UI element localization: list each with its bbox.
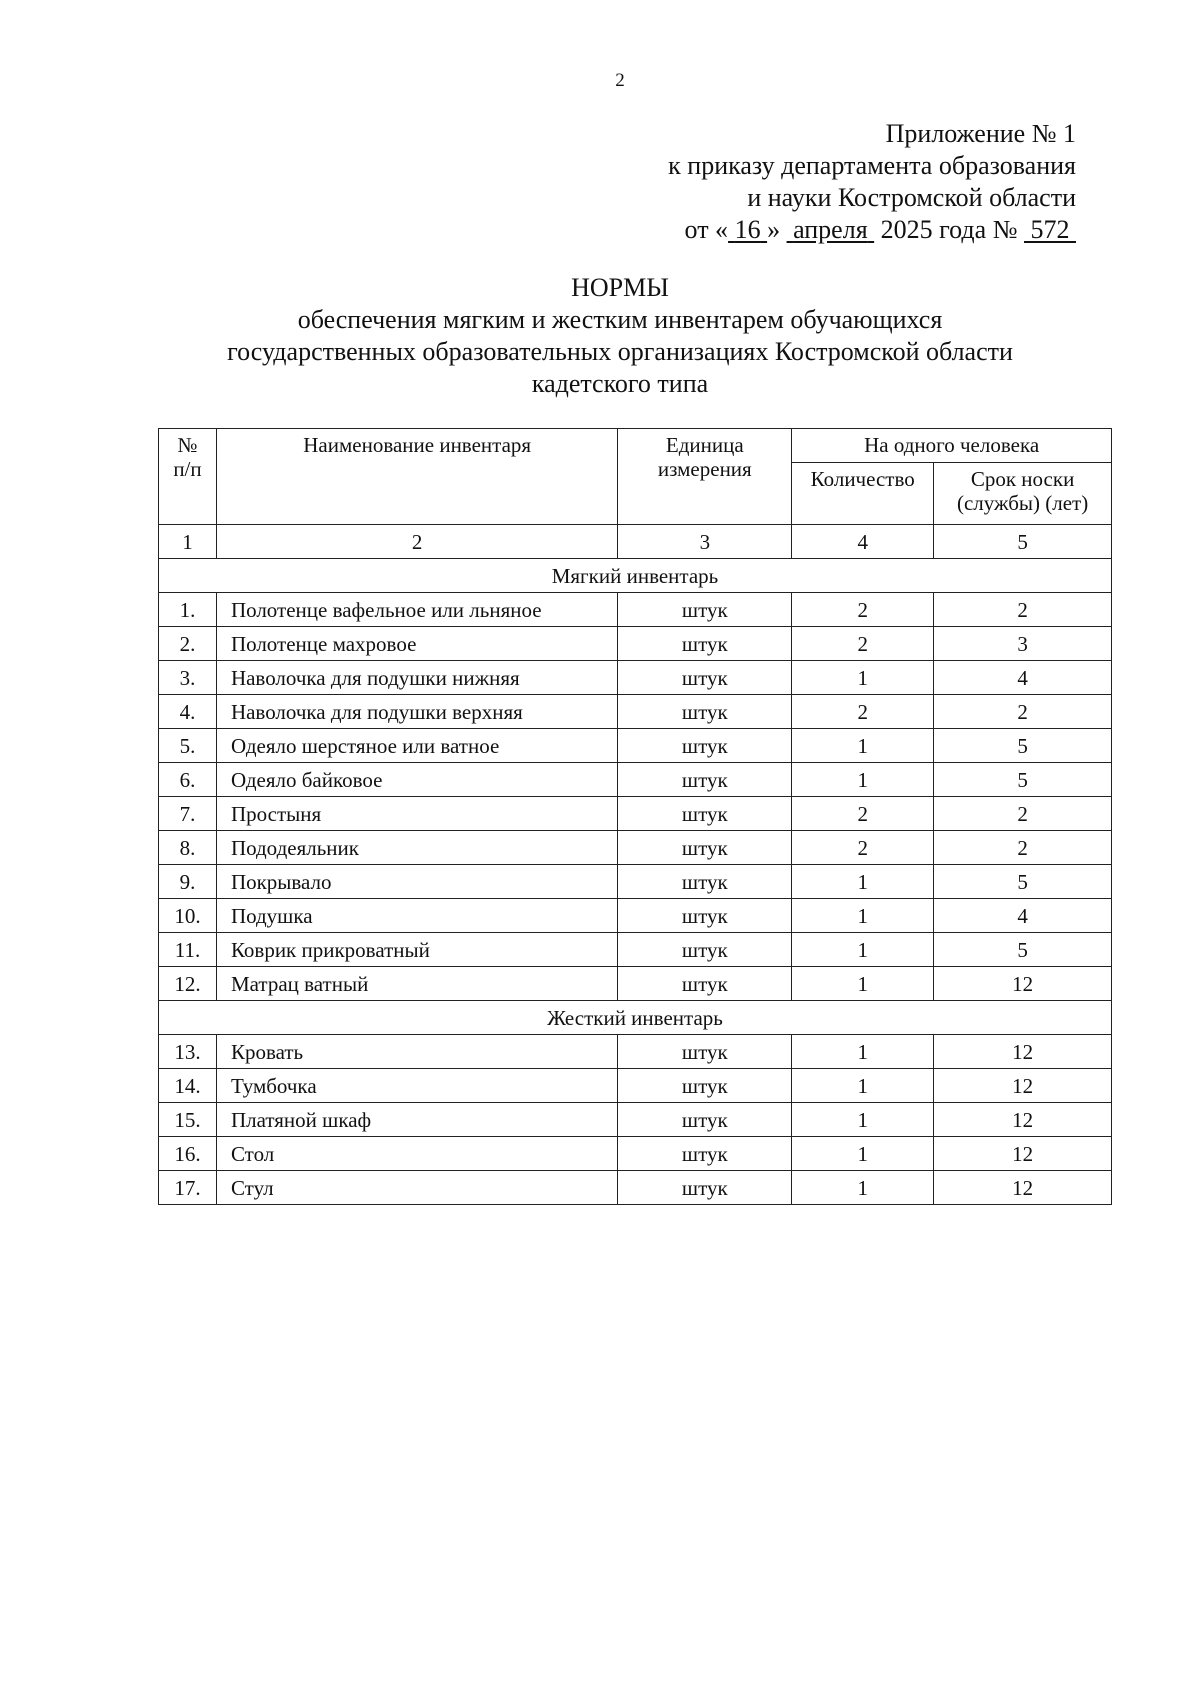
item-unit: штук — [618, 831, 792, 865]
table-row — [159, 1171, 1112, 1205]
row-number: 14. — [159, 1069, 217, 1103]
item-quantity: 2 — [792, 695, 934, 729]
table-row — [159, 967, 1112, 1001]
item-quantity: 2 — [792, 831, 934, 865]
item-quantity: 1 — [792, 865, 934, 899]
row-number: 4. — [159, 695, 217, 729]
item-quantity: 1 — [792, 1171, 934, 1205]
item-quantity: 2 — [792, 627, 934, 661]
row-number: 3. — [159, 661, 217, 695]
item-quantity: 1 — [792, 1069, 934, 1103]
row-number: 12. — [159, 967, 217, 1001]
item-term: 12 — [934, 967, 1112, 1001]
item-name: Полотенце вафельное или льняное — [216, 593, 617, 627]
table-row — [159, 899, 1112, 933]
appendix-block — [668, 118, 1076, 246]
table-row — [159, 1035, 1112, 1069]
date-year: 2025 года № — [880, 215, 1018, 244]
appendix-date-line — [668, 214, 1076, 246]
table-row — [159, 831, 1112, 865]
table-row — [159, 763, 1112, 797]
item-quantity: 2 — [792, 593, 934, 627]
row-number: 17. — [159, 1171, 217, 1205]
section-row — [159, 1001, 1112, 1035]
item-name: Пододеяльник — [216, 831, 617, 865]
row-number: 11. — [159, 933, 217, 967]
header-unit: Единица измерения — [618, 429, 792, 525]
table-row — [159, 593, 1112, 627]
item-unit: штук — [618, 1069, 792, 1103]
item-name: Стул — [216, 1171, 617, 1205]
row-number: 16. — [159, 1137, 217, 1171]
item-quantity: 1 — [792, 933, 934, 967]
item-quantity: 1 — [792, 899, 934, 933]
document-subtitle-2: государственных образовательных организациях Костромской области — [227, 337, 1013, 366]
item-term: 4 — [934, 661, 1112, 695]
table-row — [159, 865, 1112, 899]
item-name: Одеяло байковое — [216, 763, 617, 797]
row-number: 13. — [159, 1035, 217, 1069]
item-term: 4 — [934, 899, 1112, 933]
item-unit: штук — [618, 865, 792, 899]
column-number: 2 — [216, 525, 617, 559]
order-number: 572 — [1030, 215, 1070, 244]
row-number: 2. — [159, 627, 217, 661]
item-name: Кровать — [216, 1035, 617, 1069]
section-title: Жесткий инвентарь — [159, 1001, 1112, 1035]
norms-table — [158, 428, 1112, 1205]
item-unit: штук — [618, 1035, 792, 1069]
item-unit: штук — [618, 1103, 792, 1137]
item-name: Полотенце махровое — [216, 627, 617, 661]
column-numbers-row — [159, 525, 1112, 559]
item-term: 12 — [934, 1069, 1112, 1103]
item-unit: штук — [618, 1137, 792, 1171]
norms-table-body — [159, 525, 1112, 1205]
appendix-order-line: к приказу департамента образования — [668, 151, 1076, 180]
item-term: 12 — [934, 1137, 1112, 1171]
item-unit: штук — [618, 763, 792, 797]
item-term: 2 — [934, 831, 1112, 865]
row-number: 6. — [159, 763, 217, 797]
section-title: Мягкий инвентарь — [159, 559, 1112, 593]
item-unit: штук — [618, 1171, 792, 1205]
item-quantity: 1 — [792, 967, 934, 1001]
item-name: Покрывало — [216, 865, 617, 899]
item-name: Наволочка для подушки нижняя — [216, 661, 617, 695]
document-title: НОРМЫ — [571, 273, 669, 302]
item-quantity: 1 — [792, 1137, 934, 1171]
item-term: 2 — [934, 695, 1112, 729]
date-month: апреля — [793, 215, 868, 244]
table-row — [159, 661, 1112, 695]
column-number: 1 — [159, 525, 217, 559]
date-day: 16 — [734, 215, 761, 244]
item-name: Наволочка для подушки верхняя — [216, 695, 617, 729]
document-heading — [0, 272, 1200, 400]
item-name: Подушка — [216, 899, 617, 933]
item-term: 5 — [934, 763, 1112, 797]
column-number: 4 — [792, 525, 934, 559]
table-row — [159, 1137, 1112, 1171]
item-name: Платяной шкаф — [216, 1103, 617, 1137]
item-term: 5 — [934, 729, 1112, 763]
document-subtitle-1: обеспечения мягким и жестким инвентарем обучающихся — [297, 305, 943, 334]
row-number: 10. — [159, 899, 217, 933]
item-term: 2 — [934, 593, 1112, 627]
item-term: 12 — [934, 1171, 1112, 1205]
item-term: 2 — [934, 797, 1112, 831]
row-number: 9. — [159, 865, 217, 899]
page-number: 2 — [615, 70, 625, 91]
item-term: 5 — [934, 933, 1112, 967]
column-number: 5 — [934, 525, 1112, 559]
row-number: 8. — [159, 831, 217, 865]
item-unit: штук — [618, 627, 792, 661]
date-mid: » — [767, 215, 781, 244]
header-num: № п/п — [159, 429, 217, 525]
item-quantity: 1 — [792, 763, 934, 797]
item-unit: штук — [618, 661, 792, 695]
item-name: Стол — [216, 1137, 617, 1171]
table-row — [159, 1069, 1112, 1103]
item-term: 3 — [934, 627, 1112, 661]
header-term: Срок носки (службы) (лет) — [934, 463, 1112, 525]
item-name: Простыня — [216, 797, 617, 831]
item-term: 12 — [934, 1103, 1112, 1137]
header-per-person: На одного человека — [792, 429, 1112, 463]
item-unit: штук — [618, 797, 792, 831]
header-name: Наименование инвентаря — [216, 429, 617, 525]
row-number: 7. — [159, 797, 217, 831]
item-unit: штук — [618, 899, 792, 933]
item-name: Коврик прикроватный — [216, 933, 617, 967]
table-row — [159, 933, 1112, 967]
item-name: Тумбочка — [216, 1069, 617, 1103]
item-name: Одеяло шерстяное или ватное — [216, 729, 617, 763]
table-row — [159, 729, 1112, 763]
item-quantity: 2 — [792, 797, 934, 831]
item-unit: штук — [618, 729, 792, 763]
table-row — [159, 627, 1112, 661]
table-row — [159, 1103, 1112, 1137]
table-row — [159, 797, 1112, 831]
table-row — [159, 695, 1112, 729]
column-number: 3 — [618, 525, 792, 559]
header-quantity: Количество — [792, 463, 934, 525]
item-unit: штук — [618, 933, 792, 967]
section-row — [159, 559, 1112, 593]
row-number: 15. — [159, 1103, 217, 1137]
row-number: 1. — [159, 593, 217, 627]
item-term: 12 — [934, 1035, 1112, 1069]
appendix-department-line: и науки Костромской области — [747, 183, 1076, 212]
item-unit: штук — [618, 593, 792, 627]
item-quantity: 1 — [792, 1035, 934, 1069]
document-subtitle-3: кадетского типа — [531, 369, 709, 398]
item-term: 5 — [934, 865, 1112, 899]
item-name: Матрац ватный — [216, 967, 617, 1001]
item-unit: штук — [618, 967, 792, 1001]
row-number: 5. — [159, 729, 217, 763]
item-unit: штук — [618, 695, 792, 729]
appendix-title: Приложение № 1 — [885, 119, 1076, 148]
item-quantity: 1 — [792, 729, 934, 763]
item-quantity: 1 — [792, 1103, 934, 1137]
date-prefix: от « — [684, 215, 729, 244]
item-quantity: 1 — [792, 661, 934, 695]
